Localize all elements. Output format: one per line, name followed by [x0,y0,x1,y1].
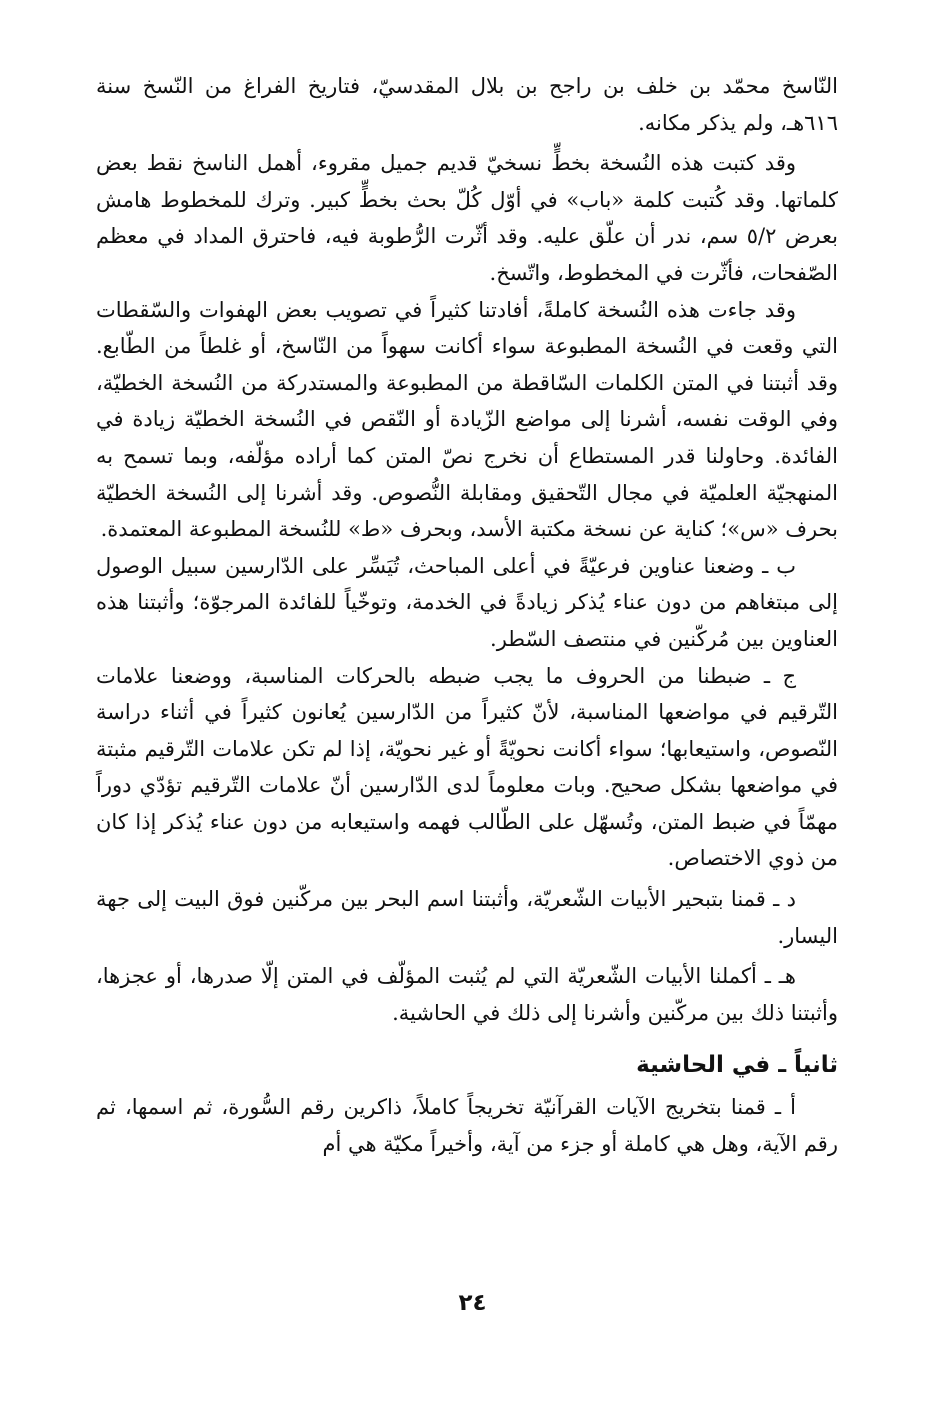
paragraph-item-j: ج ـ ضبطنا من الحروف ما يجب ضبطه بالحركات المناسبة، ووضعنا علامات التّرقيم في مواضعها المناسبة، لأنّ كثيراً من الدّارسين يُعانون كثيراً في أثناء دراسة النّصوص، واستيعابها؛ سواء أكانت نحويّةً أو غير نحويّة، إذا لم تكن علامات التّرقيم مثبتة في مواضعها بشكل صحيح. وبات معلوماً لدى الدّارسين أنّ علامات التّرقيم تؤدّي دوراً مهمّاً في ضبط المتن، وتُسهّل على الطّالب فهمه واستيعابه من دون عناء يُذكر إذا كان من ذوي الاختصاص. [96,663,838,871]
paragraph-item-d: د ـ قمنا بتبحير الأبيات الشّعريّة، وأثبتنا اسم البحر بين مركّنين فوق البيت إلى جهة اليسار. [96,887,838,948]
page-body [96,68,838,1163]
paragraph-copyist-info: النّاسخ محمّد بن خلف بن راجح بن بلال المقدسيّ، فتاريخ الفراغ من النّسخ سنة ٦١٦هـ، ولم يذكر مكانه. [96,74,838,135]
paragraph-manuscript-description: وقد كتبت هذه النُسخة بخطٍّ نسخيّ قديم جميل مقروء، أهمل الناسخ نقط بعض كلماتها. وقد كُتبت كلمة «باب» في أوّل كُلّ بحث بخطٍّ كبير. وترك للمخطوط هامش بعرض ٥/٢ سم، ندر أن علّق عليه. وقد أثّرت الرُّطوبة فيه، فاحترق المداد في معظم الصّفحات، فأثّرت في المخطوط، واتّسخ. [96,151,838,285]
paragraph-manuscript-value: وقد جاءت هذه النُسخة كاملةً، أفادتنا كثيراً في تصويب بعض الهفوات والسّقطات التي وقعت في النُسخة المطبوعة سواء أكانت سهواً من النّاسخ، أو غلطاً من الطّابع. وقد أثبتنا في المتن الكلمات السّاقطة من المطبوعة والمستدركة من النُسخة الخطيّة، وفي الوقت نفسه، أشرنا إلى مواضع الزّيادة أو النّقص في النُسخة الخطيّة زيادة في الفائدة. وحاولنا قدر المستطاع أن نخرج نصّ المتن كما أراده مؤلّفه، وبما تسمح به المنهجيّة العلميّة في مجال التّحقيق ومقابلة النُّصوص. وقد أشرنا إلى النُسخة الخطيّة بحرف «س»؛ كناية عن نسخة مكتبة الأسد، وبحرف «ط» للنُسخة المطبوعة المعتمدة. [96,297,838,542]
paragraph-item-h: هـ ـ أكملنا الأبيات الشّعريّة التي لم يُثبت المؤلّف في المتن إلّا صدرها، أو عجزها، وأثبتنا ذلك بين مركّنين وأشرنا إلى ذلك في الحاشية. [96,964,838,1025]
paragraph-footnotes-item-a: أ ـ قمنا بتخريج الآيات القرآنيّة تخريجاً كاملاً، ذاكرين رقم السُّورة، ثم اسمها، ثم رقم الآية، وهل هي كاملة أو جزء من آية، وأخيراً مكيّة هي أم [96,1095,838,1157]
section-heading: ثانياً ـ في الحاشية [636,1052,838,1079]
paragraph-item-b: ب ـ وضعنا عناوين فرعيّةً في أعلى المباحث، تُيَسِّر على الدّارسين سبيل الوصول إلى مبتغاهم من دون عناء يُذكر زيادةً في الخدمة، وتوخّياً للفائدة المرجوّة؛ وأثبتنا هذه العناوين بين مُركّنين في منتصف السّطر. [96,553,838,651]
page-number: ٢٤ [458,1290,487,1316]
